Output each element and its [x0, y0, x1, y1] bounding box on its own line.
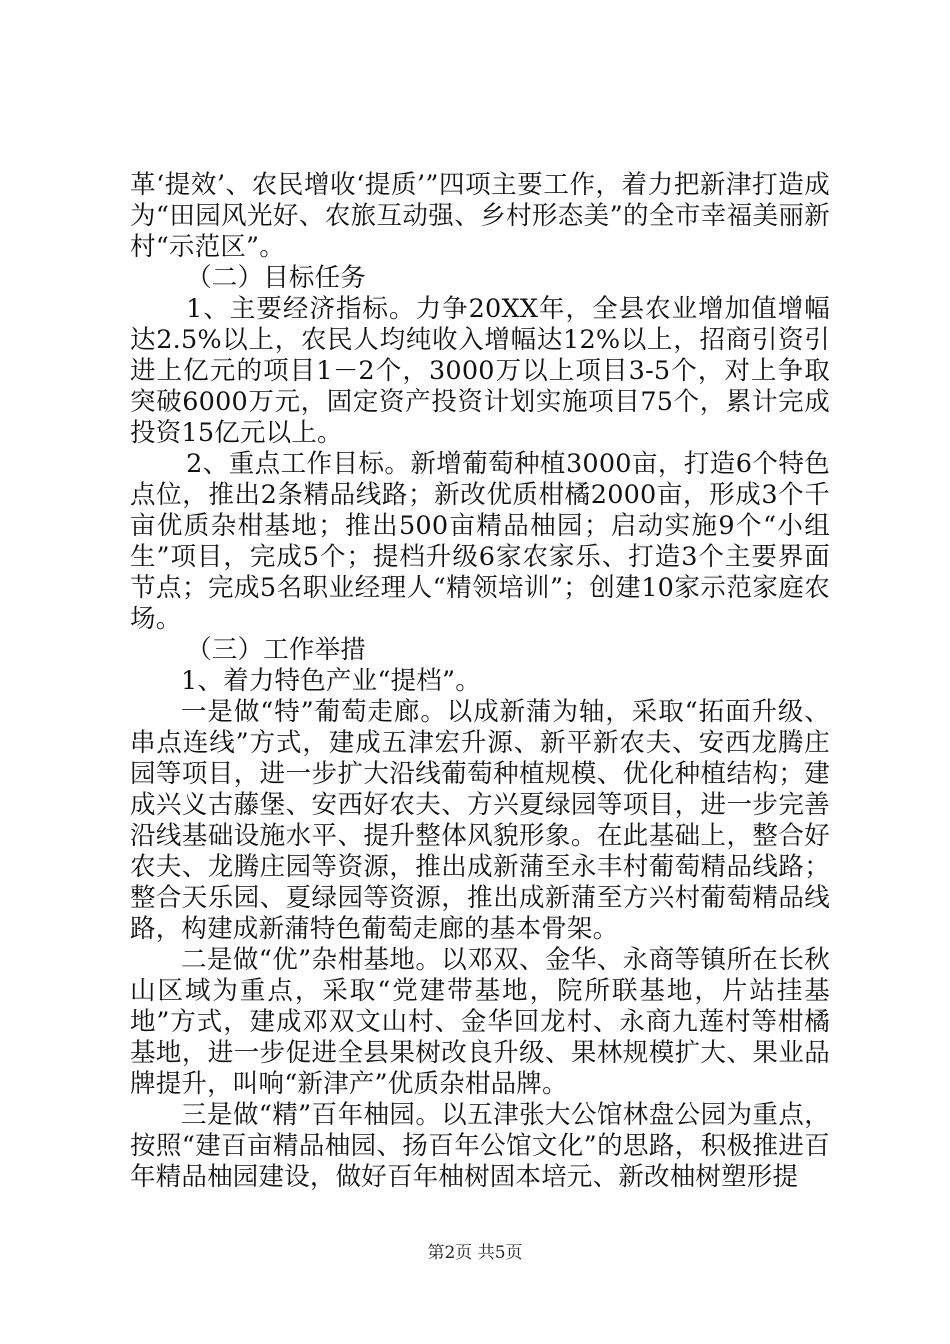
page-number-footer: 第2页 共5页 [427, 1243, 523, 1263]
heading-goals-tasks: （二）目标任务 [186, 263, 366, 293]
heading-work-measures: （三）工作举措 [186, 635, 366, 665]
paragraph-key-work-targets: 2、重点工作目标。新增葡萄种植3000亩，打造6个特色点位，推出2条精品线路；新改优质柑橘2000亩，形成3个千亩优质杂柑基地；推出500亩精品柚园；启动实施9个“小组生”项目，完成5个；提档升级6家农家乐、打造3个主要界面节点；完成5名职业经理人“精领培训”；创建10家示范家庭农场。 [130, 449, 830, 634]
paragraph-industry-upgrade: 1、着力特色产业“提档”。 [181, 666, 481, 696]
paragraph-economic-indicators: 1、主要经济指标。力争20XX年，全县农业增加值增幅达2.5%以上，农民人均纯收入增幅达12%以上，招商引资引进上亿元的项目1－2个，3000万以上项目3-5个，对上争取突破6000万元，固定资产投资计划实施项目75个，累计完成投资15亿元以上。 [130, 294, 830, 448]
document-body [130, 170, 830, 1193]
paragraph-pomelo-garden: 三是做“精”百年柚园。以五津张大公馆林盘公园为重点，按照“建百亩精品柚园、扬百年公馆文化”的思路，积极推进百年精品柚园建设，做好百年柚树固本培元、新改柚树塑形提 [130, 1100, 830, 1192]
paragraph-citrus-base: 二是做“优”杂柑基地。以邓双、金华、永商等镇所在长秋山区域为重点，采取“党建带基地，院所联基地，片站挂基地”方式，建成邓双文山村、金华回龙村、永商九莲村等柑橘基地，进一步促进全县果树改良升级、果林规模扩大、果业品牌提升，叫响“新津产”优质杂柑品牌。 [130, 945, 830, 1099]
paragraph-continuation: 革‘提效’、农民增收‘提质’”四项主要工作，着力把新津打造成为“田园风光好、农旅互动强、乡村形态美”的全市幸福美丽新村“示范区”。 [130, 170, 830, 262]
paragraph-grape-corridor: 一是做“特”葡萄走廊。以成新蒲为轴，采取“拓面升级、串点连线”方式，建成五津宏升源、新平新农夫、安西龙腾庄园等项目，进一步扩大沿线葡萄种植规模、优化种植结构；建成兴义古藤堡、安西好农夫、方兴夏绿园等项目，进一步完善沿线基础设施水平、提升整体风貌形象。在此基础上，整合好农夫、龙腾庄园等资源，推出成新蒲至永丰村葡萄精品线路；整合天乐园、夏绿园等资源，推出成新蒲至方兴村葡萄精品线路，构建成新蒲特色葡萄走廊的基本骨架。 [130, 697, 830, 944]
